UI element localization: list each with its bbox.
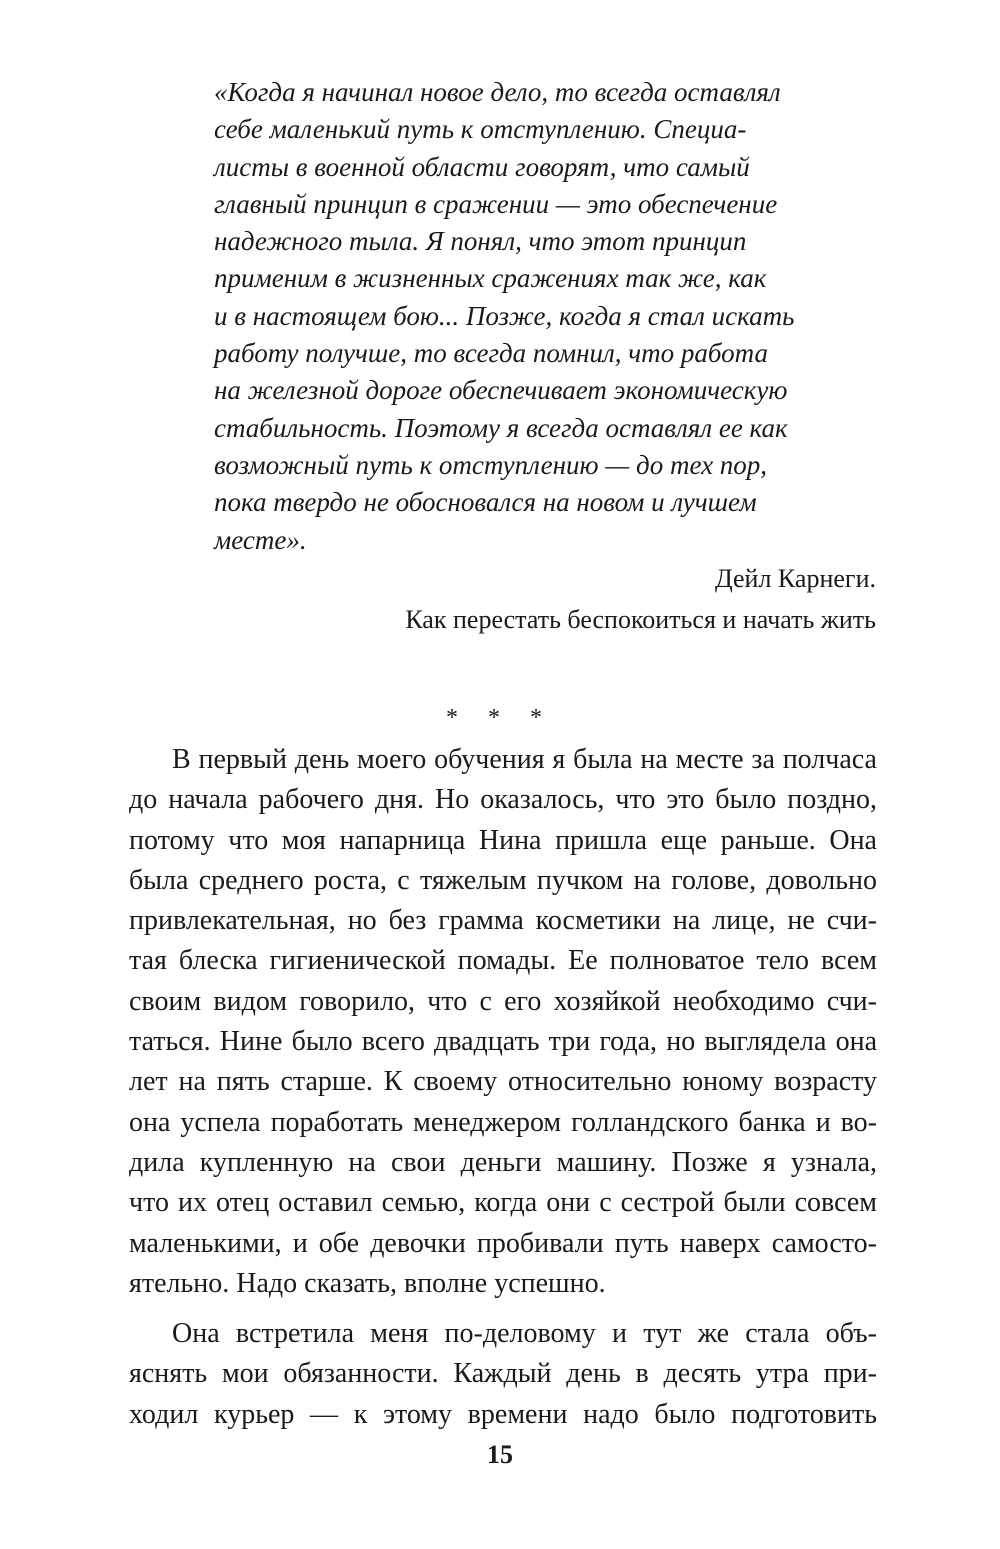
paragraph-line: ятельно. Надо сказать, вполне успешно. bbox=[129, 1267, 606, 1299]
epigraph-line: листы в военной области говорят, что самый bbox=[214, 151, 750, 182]
paragraph-line: привлекательная, но без грамма косметики на лице, не счи- bbox=[129, 905, 877, 937]
page-number: 15 bbox=[487, 1440, 513, 1469]
epigraph-quote bbox=[214, 74, 854, 559]
paragraph-line: таться. Нине было всего двадцать три года, но выглядела она bbox=[129, 1026, 877, 1058]
epigraph-line: на железной дороге обеспечивает экономическую bbox=[214, 375, 788, 406]
epigraph-line: надежного тыла. Я понял, что этот принцип bbox=[214, 226, 747, 257]
paragraph-line: тая блеска гигиенической помады. Ее полноватое тело всем bbox=[129, 945, 877, 977]
paragraph-line: дила купленную на свои деньги машину. Позже я узнала, bbox=[129, 1146, 877, 1178]
epigraph-line: стабильность. Поэтому я всегда оставлял ее как bbox=[214, 412, 788, 443]
paragraph-line: потому что моя напарница Нина пришла еще раньше. Она bbox=[129, 824, 877, 856]
paragraph-line: маленькими, и обе девочки пробивали путь наверх самосто- bbox=[129, 1227, 877, 1259]
paragraph-line: что их отец оставил семью, когда они с сестрой были совсем bbox=[129, 1187, 877, 1219]
epigraph-line: и в настоящем бою... Позже, когда я стал искать bbox=[214, 300, 795, 331]
paragraph-line: до начала рабочего дня. Но оказалось, что это было поздно, bbox=[129, 784, 877, 816]
epigraph-attribution bbox=[405, 558, 876, 640]
epigraph-line: «Когда я начинал новое дело, то всегда оставлял bbox=[214, 77, 781, 107]
paragraph-line: ходил курьер — к этому времени надо было подготовить bbox=[129, 1398, 877, 1430]
paragraph-line: своим видом говорило, что с его хозяйкой необходимо счи- bbox=[129, 985, 877, 1017]
epigraph-line: себе маленький путь к отступлению. Специа- bbox=[214, 114, 747, 145]
body-text bbox=[129, 740, 877, 1435]
paragraph-line: Она встретила меня по-деловому и тут же стала объ- bbox=[172, 1318, 877, 1350]
epigraph-line: работу получше, то всегда помнил, что работа bbox=[214, 338, 768, 369]
paragraph-line: В первый день моего обучения я была на месте за полчаса bbox=[172, 744, 877, 775]
paragraph-gap bbox=[129, 1304, 877, 1314]
paragraph-line: лет на пять старше. К своему относительно юному возрасту bbox=[129, 1066, 877, 1098]
epigraph-line: пока твердо не обосновался на новом и лучшем bbox=[214, 487, 757, 518]
paragraph-line: она успела поработать менеджером голландского банка и во- bbox=[129, 1106, 877, 1138]
section-separator: * * * bbox=[446, 705, 554, 731]
paragraph-line: была среднего роста, с тяжелым пучком на голове, довольно bbox=[129, 864, 877, 896]
epigraph-line: главный принцип в сражении — это обеспечение bbox=[214, 188, 778, 219]
epigraph-author: Дейл Карнеги. bbox=[714, 564, 876, 593]
epigraph-line: месте». bbox=[214, 524, 307, 555]
paragraph-line: яснять мои обязанности. Каждый день в десять утра при- bbox=[129, 1358, 877, 1390]
epigraph-source: Как перестать беспокоиться и начать жить bbox=[405, 605, 876, 634]
epigraph-line: применим в жизненных сражениях так же, как bbox=[214, 263, 767, 294]
epigraph-line: возможный путь к отступлению — до тех пор, bbox=[214, 449, 768, 480]
